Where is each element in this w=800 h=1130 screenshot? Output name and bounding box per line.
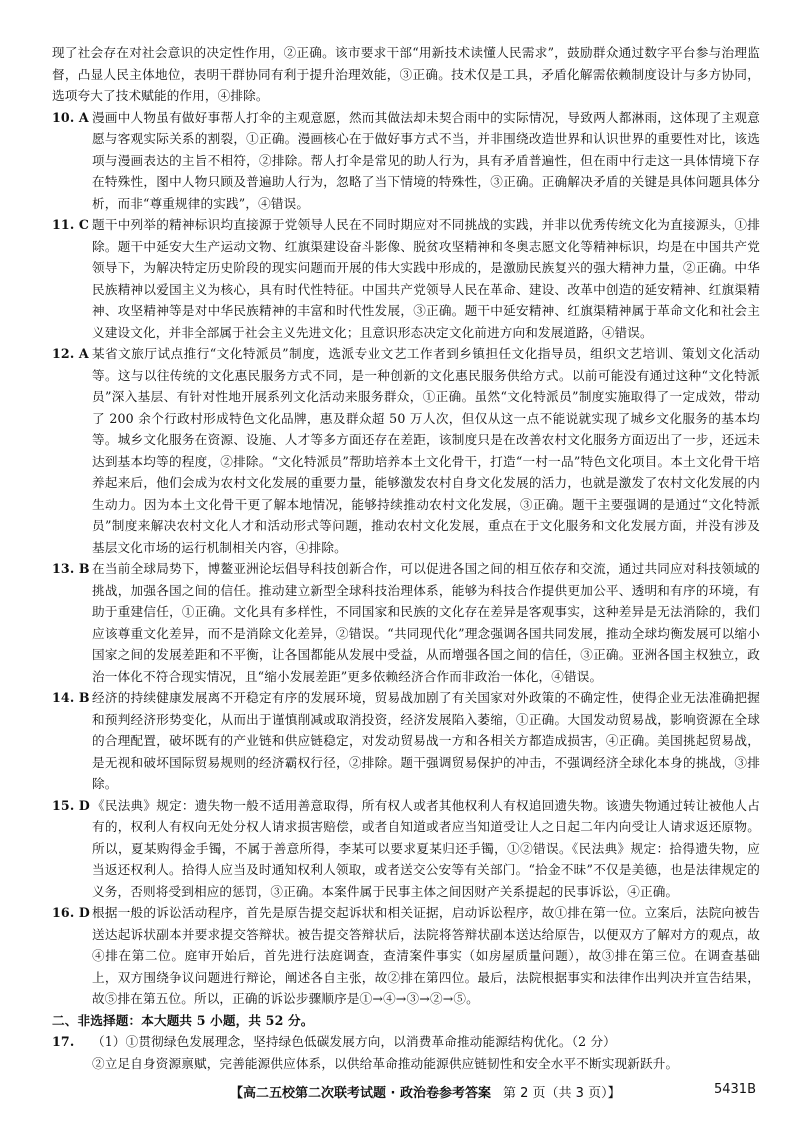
question-explanation: 根据一般的诉讼活动程序，首先是原告提交起诉状和相关证据，启动诉讼程序，故①排在第一位。立案后，法院向被告送达起诉状副本并要求提交答辩状。被告提交答辩状后，法院将答辩状副本送达给原告，以便双方了解对方的观点，故④排在第二位。庭审开始后，首先进行法庭调查，查清案件事实（如房屋质量问题），故③排在第三位。在调查基础上，双方围绕争议问题进行辩论，阐述各自主张，故②排在第四位。最后，法院根据事实和法律作出判决并宣告结果，故⑤排在第五位。所以，正确的诉讼步骤顺序是①→④→③→②→⑤。 (92, 905, 760, 1006)
question-explanation: 某省文旅厅试点推行“文化特派员”制度，选派专业文艺工作者到乡镇担任文化指导员，组织文艺培训、策划文化活动等。这与以往传统的文化惠民服务方式不同，是一种创新的文化惠民服务供给方式。以前可能没有通过这种“文化特派员”深入基层、有针对性地开展系列文化活动来服务群众，①正确。虽然“文化特派员”制度实施取得了一定成效，带动了 200 余个行政村形成特色文化品牌，惠及群众超 50 万人次，但仅从这一点不能说就实现了城乡文化服务的基本均等。城乡文化服务在资源、设施、人才等多方面还存在差距，该制度只是在改善农村文化服务方面迈出了一步，还远未达到基本均等的程度，②排除。“文化特派员”帮助培养本土文化骨干，打造“一村一品”特色文化项目。本土文化骨干培养起来后，他们会成为农村文化发展的重要力量，能够激发农村自身文化发展的活力，也就是激发了农村文化发展的内生动力。因为本土文化骨干更了解本地情况，能够持续推动农村文化发展，③正确。题干主要强调的是通过“文化特派员”制度来解决农村文化人才和活动形式等问题，推动农村文化发展，重点在于文化服务和文化发展方面，并没有涉及基层文化市场的运行机制相关内容，④排除。 (92, 346, 760, 555)
page-number: 第 2 页（共 3 页）】 (503, 1086, 621, 1101)
intro-paragraph: 现了社会存在对社会意识的决定性作用，②正确。该市要求干部“用新技术读懂人民需求”，鼓励群众通过数字平台参与治理监督，凸显人民主体地位，表明干群协同有利于提升治理效能，③正确。技术仅是工具，矛盾化解需依赖制度设计与多方协同，选项夸大了技术赋能的作用，④排除。 (52, 45, 760, 103)
question-explanation: 在当前全球局势下，博鳌亚洲论坛倡导科技创新合作，可以促进各国之间的相互依存和交流，通过共同应对科技领域的挑战，加强各国之间的信任。推动建立新型全球科技治理体系，能够为科技合作提供更加公平、透明和有序的环境，有助于重建信任，①正确。文化具有多样性，不同国家和民族的文化存在差异是客观事实，这种差异是无法消除的，我们应该尊重文化差异，而不是消除文化差异，②错误。“共同现代化”理念强调各国共同发展，推动全球均衡发展可以缩小国家之间的发展差距和不平衡，让各国都能从发展中受益，从而增强各国之间的信任，③正确。亚洲各国主权独立，政治一体化不符合现实情况，且“缩小发展差距”更多依赖经济合作而非政治一体化，④错误。 (92, 561, 760, 684)
question-explanation: 题干中列举的精神标识均直接源于党领导人民在不同时期应对不同挑战的实践，并非以优秀传统文化为直接源头，①排除。题干中延安大生产运动文物、红旗渠建设奋斗影像、脱贫攻坚精神和冬奥志愿文化等精神标识，均是在中国共产党领导下，为解决特定历史阶段的现实问题而开展的伟大实践中形成的，是激励民族复兴的强大精神力量，②正确。中华民族精神以爱国主义为核心，具有时代性特征。中国共产党领导人民在革命、建设、改革中创造的延安精神、红旗渠精神、攻坚精神等是对中华民族精神的丰富和时代性发展，③正确。题干中延安精神、红旗渠精神属于革命文化和社会主义建设文化，并非全部属于社会主义先进文化；且意识形态决定文化前进方向和发展道路，④错误。 (92, 217, 760, 340)
question-number: 12. A (52, 346, 89, 361)
question-number: 17. (52, 1034, 75, 1049)
footer-title (230, 1082, 621, 1101)
question-explanation: 经济的持续健康发展离不开稳定有序的发展环境，贸易战加剧了有关国家对外政策的不确定性，使得企业无法准确把握和预判经济形势变化，从而出于谨慎削减或取消投资，经济发展陷入萎缩，①正确。大国发动贸易战，影响资源在全球的合理配置，破坏既有的产业链和供应链稳定，对发动贸易战一方和各相关方都造成损害，④正确。美国挑起贸易战，是无视和破坏国际贸易规则的经济霸权行径，②排除。题干强调贸易保护的冲击，不强调经济全球化本身的挑战，③排除。 (92, 690, 760, 791)
question-number: 10. A (52, 109, 89, 125)
footer-title-text: 【高二五校第二次联考试题 · 政治卷参考答案 (230, 1086, 491, 1101)
question-12 (52, 343, 760, 558)
question-number: 15. D (52, 797, 90, 813)
question-15 (52, 795, 760, 903)
answer-line-2: ②立足自身资源禀赋，完善能源供应体系，以供给革命推动能源供应链韧性和安全水平不断实现新跃升。 (92, 1055, 679, 1071)
question-number: 14. B (52, 690, 90, 705)
question-10 (52, 107, 760, 215)
answer-content (52, 42, 760, 1074)
question-number: 11. C (52, 217, 90, 232)
question-number: 16. D (52, 905, 90, 920)
question-11 (52, 214, 760, 343)
question-explanation: 漫画中人物虽有做好事帮人打伞的主观意愿，然而其做法却未契合雨中的实际情况，导致两人都淋雨，这体现了主观意愿与客观实际关系的割裂，①正确。漫画核心在于做好事方式不当，并非围绕改造世界和认识世界的重要性对比，该选项与漫画表达的主旨不相符，②排除。帮人打伞是常见的助人行为，具有矛盾普遍性，但在雨中行走这一具体情境下存在特殊性，图中人物只顾及普遍助人行为，忽略了当下情境的特殊性，③正确。正确解决矛盾的关键是具体问题具体分析，而非“尊重规律的实践”，④错误。 (92, 109, 760, 211)
section-heading: 二、非选择题：本大题共 5 小题，共 52 分。 (52, 1012, 314, 1028)
question-17 (52, 1031, 760, 1053)
answer-line-1: （1）①贯彻绿色发展理念，坚持绿色低碳发展方向，以消费革命推动能源结构优化。（2 分） (92, 1034, 616, 1049)
question-13 (52, 558, 760, 687)
question-explanation: 《民法典》规定：遗失物一般不适用善意取得，所有权人或者其他权利人有权追回遗失物。该遗失物通过转让被他人占有的，权利人有权向无处分权人请求损害赔偿，或者自知道或者应当知道受让人之日起二年内向受让人请求返还原物。所以，夏某购得金手镯，不属于善意所得，李某可以要求夏某归还手镯，①②错误。《民法典》规定：拾得遗失物，应当返还权利人。拾得人应当及时通知权利人领取，或者送交公安等有关部门。“拾金不昧”不仅是美德，也是法律规定的义务，否则将受到相应的惩罚，③正确。本案件属于民事主体之间因财产关系提起的民事诉讼，④正确。 (92, 797, 760, 899)
question-14 (52, 687, 760, 795)
question-number: 13. B (52, 561, 90, 576)
question-16 (52, 902, 760, 1010)
paper-code: 5431B (713, 1082, 756, 1097)
